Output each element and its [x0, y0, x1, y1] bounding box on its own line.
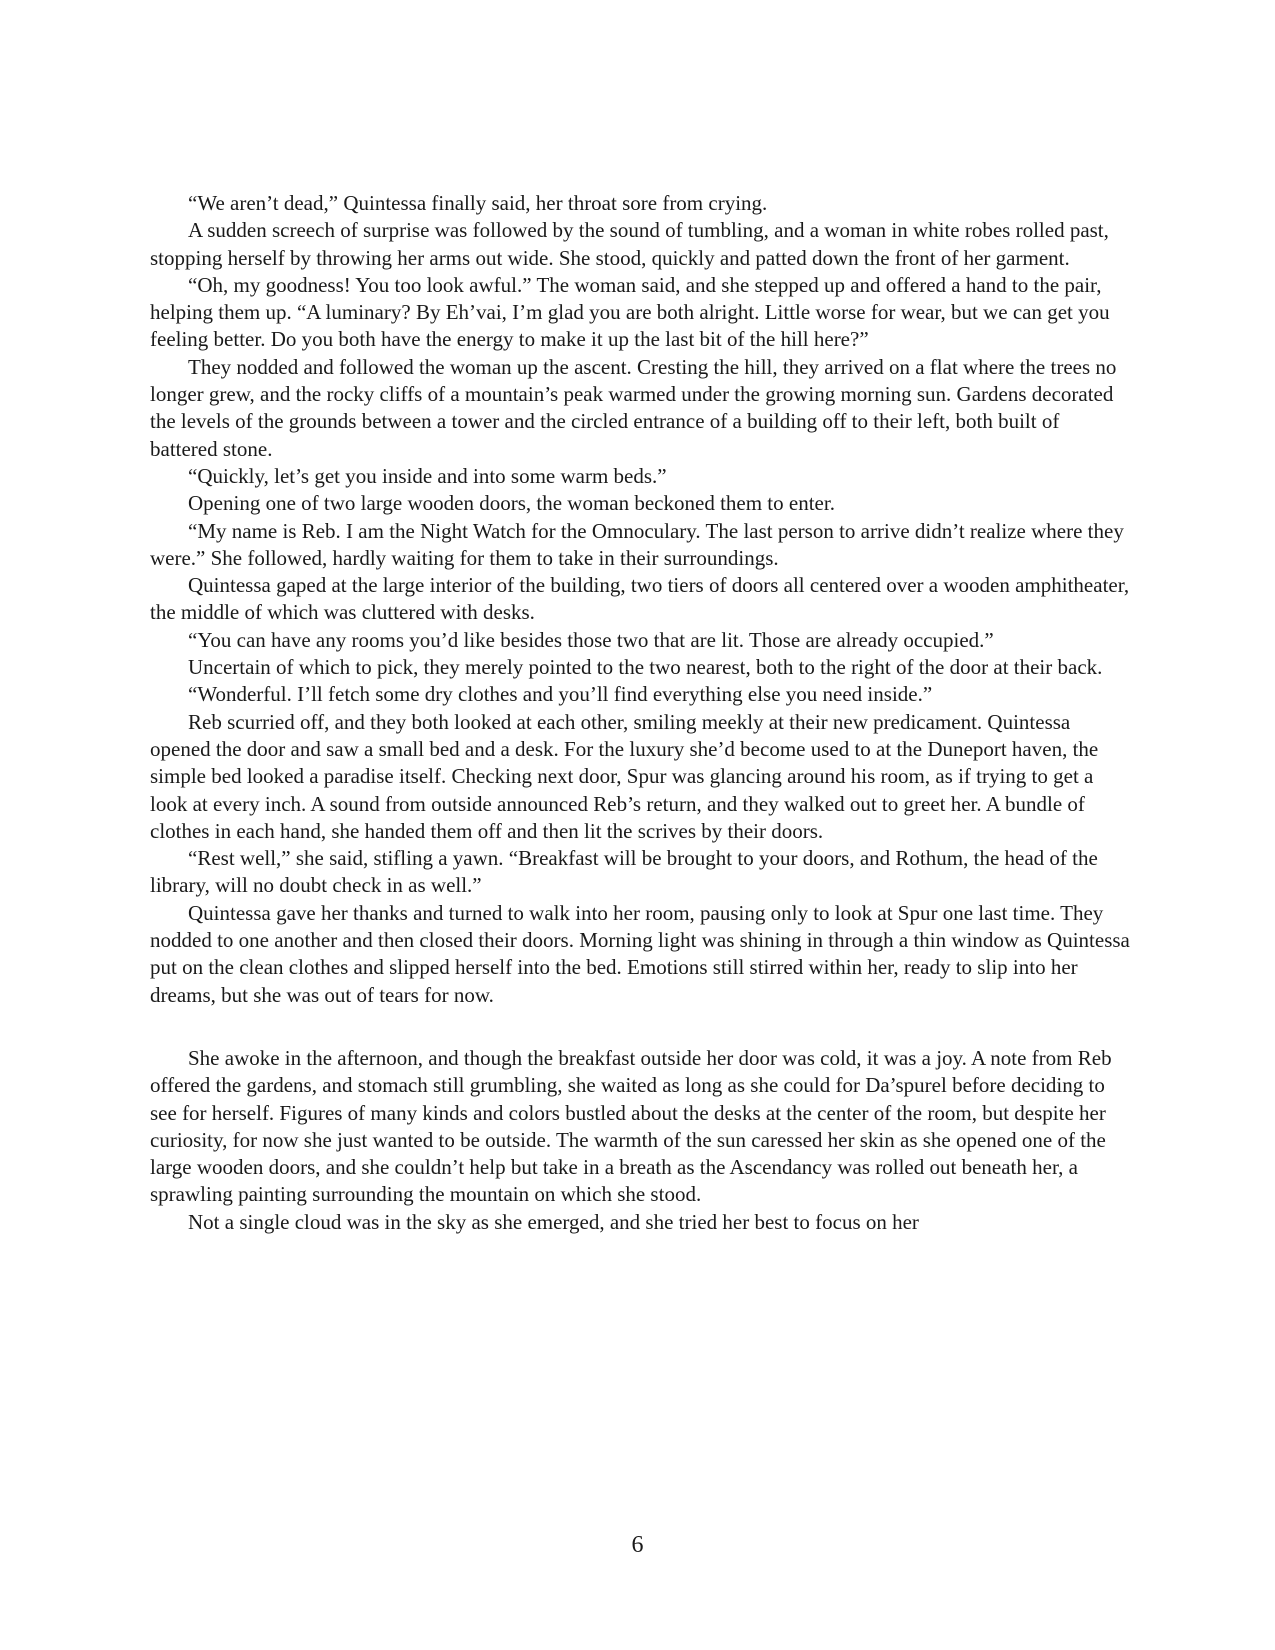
- paragraph: A sudden screech of surprise was followed by the sound of tumbling, and a woman in white robes rolled past, stopping herself by throwing her arms out wide. She stood, quickly and patted down the front of her garment.: [150, 218, 1109, 270]
- paragraph: “Wonderful. I’ll fetch some dry clothes and you’ll find everything else you need inside.”: [188, 682, 933, 707]
- paragraph: “My name is Reb. I am the Night Watch for the Omnoculary. The last person to arrive didn’t realize where they were.” She followed, hardly waiting for them to take in their surroundings.: [150, 518, 1124, 570]
- paragraph: They nodded and followed the woman up the ascent. Cresting the hill, they arrived on a flat where the trees no longer grew, and the rocky cliffs of a mountain’s peak warmed under the growing morning sun. Gardens decorated the levels of the grounds between a tower and the circled entrance of a building off to their left, both built of battered stone.: [150, 354, 1117, 461]
- paragraph: “You can have any rooms you’d like besides those two that are lit. Those are already occupied.”: [188, 627, 994, 652]
- paragraph: “Quickly, let’s get you inside and into some warm beds.”: [188, 463, 667, 488]
- page-number: 6: [631, 1532, 644, 1558]
- page-body: [150, 190, 1132, 1236]
- paragraph: “We aren’t dead,” Quintessa finally said, her throat sore from crying.: [188, 191, 768, 215]
- scene-break: [150, 1009, 1132, 1045]
- paragraph: She awoke in the afternoon, and though the breakfast outside her door was cold, it was a joy. A note from Reb offered the gardens, and stomach still grumbling, she waited as long as she could for Da’spurel before deciding to see for herself. Figures of many kinds and colors bustled about the desks at the center of the room, but despite her curiosity, for now she just wanted to be outside. The warmth of the sun caressed her skin as she opened one of the large wooden doors, and she couldn’t help but take in a breath as the Ascendancy was rolled out beneath her, a sprawling painting surrounding the mountain on which she stood.: [150, 1045, 1112, 1207]
- paragraph: Uncertain of which to pick, they merely pointed to the two nearest, both to the right of the door at their back.: [188, 655, 1103, 680]
- paragraph: “Rest well,” she said, stifling a yawn. “Breakfast will be brought to your doors, and Rothum, the head of the library, will no doubt check in as well.”: [150, 846, 1098, 898]
- paragraph: Quintessa gaped at the large interior of the building, two tiers of doors all centered over a wooden amphitheater, the middle of which was cluttered with desks.: [150, 573, 1130, 625]
- paragraph: Quintessa gave her thanks and turned to walk into her room, pausing only to look at Spur one last time. They nodded to one another and then closed their doors. Morning light was shining in through a thin window as Quintessa put on the clean clothes and slipped herself into the bed. Emotions still stirred within her, ready to slip into her dreams, but she was out of tears for now.: [150, 900, 1130, 1007]
- paragraph: Opening one of two large wooden doors, the woman beckoned them to enter.: [188, 491, 835, 516]
- paragraph: “Oh, my goodness! You too look awful.” The woman said, and she stepped up and offered a hand to the pair, helping them up. “A luminary? By Eh’vai, I’m glad you are both alright. Little worse for wear, but we can get you feeling better. Do you both have the energy to make it up the last bit of the hill here?”: [150, 272, 1110, 352]
- paragraph: Not a single cloud was in the sky as she emerged, and she tried her best to focus on her: [188, 1209, 919, 1234]
- paragraph: Reb scurried off, and they both looked at each other, smiling meekly at their new predicament. Quintessa opened the door and saw a small bed and a desk. For the luxury she’d become used to at the Duneport haven, the simple bed looked a paradise itself. Checking next door, Spur was glancing around his room, as if trying to get a look at every inch. A sound from outside announced Reb’s return, and they walked out to greet her. A bundle of clothes in each hand, she handed them off and then lit the scrives by their doors.: [150, 709, 1099, 843]
